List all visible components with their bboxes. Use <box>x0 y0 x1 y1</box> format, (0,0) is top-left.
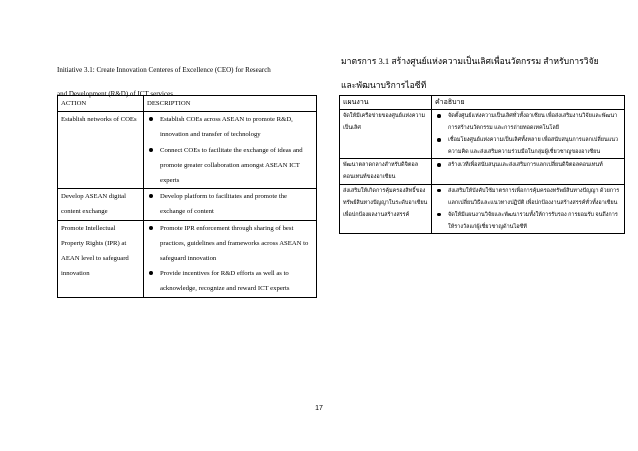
table-row <box>58 112 317 189</box>
bullet-item: สร้างเวทีเพื่อสนับสนุนและส่งเสริมการแลกเปลี่ยนดิจิตอลคอนเทนท์ <box>435 159 621 171</box>
table-row <box>58 220 317 297</box>
initiative-table-en <box>57 95 317 298</box>
bullet-item: Establish COEs across ASEAN to promote R&D, innovation and transfer of technology <box>147 112 313 142</box>
description-cell <box>144 220 317 297</box>
table-header-row <box>340 96 625 110</box>
bullet-item: จัดให้มีแผนงานวิจัยและพัฒนารวมทั้งให้การรับรอง การยอมรับ จนถึงการให้รางวัลแก่ผู้เชี่ยวชาญด้านไอซีที <box>435 209 621 233</box>
table-row <box>340 110 625 159</box>
page-number: 17 <box>315 405 323 412</box>
bullet-item: Develop platform to facilitates and promote the exchange of content <box>147 189 313 219</box>
bullet-item: Connect COEs to facilitate the exchange of ideas and promote greater collaboration amongst ASEAN ICT experts <box>147 143 313 189</box>
action-cell: Develop ASEAN digital content exchange <box>58 189 144 220</box>
initiative-heading-th <box>341 49 624 97</box>
bullet-item: เชื่อมโยงศูนย์แห่งความเป็นเลิศทั้งหลาย เพื่อสนับสนุนการแลกเปลี่ยนแนวความคิด และส่งเสริมความร่วมมือในกลุ่มผู้เชี่ยวชาญของอาเซียน <box>435 134 621 158</box>
column-header-action: ACTION <box>58 96 144 112</box>
explanation-cell <box>432 110 625 159</box>
table-row <box>340 184 625 233</box>
table-header-row <box>58 96 317 112</box>
table-row <box>58 189 317 220</box>
bullet-item: Promote IPR enforcement through sharing of best practices, guidelines and frameworks across ASEAN to safeguard innovation <box>147 221 313 267</box>
action-cell: Promote Intellectual Property Rights (IPR) at AEAN level to safeguard innovation <box>58 220 144 297</box>
column-header-explanation: คำอธิบาย <box>432 96 625 110</box>
plan-cell: ส่งเสริมให้เกิดการคุ้มครองสิทธิ์ของทรัพย์สินทางปัญญาในระดับอาเซียนเพื่อปกป้องผลงานสร้างสรรค์ <box>340 184 432 233</box>
initiative-table-th <box>339 95 625 234</box>
explanation-cell <box>432 184 625 233</box>
bullet-item: ส่งเสริมให้บังคับใช้มาตรการเพื่อการคุ้มครองทรัพย์สินทางปัญญา ด้วยการแลกเปลี่ยนวิธีและแนวทางปฏิบัติ เพื่อปกป้องงานสร้างสรรค์ทั่วทั้งอาเซียน <box>435 185 621 209</box>
bullet-item: จัดตั้งศูนย์แห่งความเป็นเลิศทั่วทั้งอาเซียน เพื่อส่งเสริมงานวิจัยและพัฒนา การสร้างนวัตกรรม และการถ่ายทอดเทคโนโลยี <box>435 110 621 134</box>
bullet-item: Provide incentives for R&D efforts as well as to acknowledge, recognize and reward ICT experts <box>147 266 313 296</box>
column-header-description: DESCRIPTION <box>144 96 317 112</box>
heading-line-1: มาตรการ 3.1 สร้างศูนย์แห่งความเป็นเลิศเพื่อนวัตกรรม สำหรับการวิจัย <box>341 56 599 66</box>
heading-line-2: และพัฒนาบริการไอซีที <box>341 80 427 90</box>
description-cell <box>144 189 317 220</box>
explanation-cell <box>432 159 625 184</box>
plan-cell: จัดให้มีเครือข่ายของศูนย์แห่งความเป็นเลิศ <box>340 110 432 159</box>
action-cell: Establish networks of COEs <box>58 112 144 189</box>
table-row <box>340 159 625 184</box>
column-header-plan: แผนงาน <box>340 96 432 110</box>
plan-cell: พัฒนาตลาดกลางสำหรับดิจิตอลคอนเทนท์ของอาเซียน <box>340 159 432 184</box>
heading-line-2: and Development (R&D) of ICT services <box>57 90 173 98</box>
description-cell <box>144 112 317 189</box>
heading-line-1: Initiative 3.1: Create Innovation Centeres of Excellence (CEO) for Research <box>57 66 271 74</box>
